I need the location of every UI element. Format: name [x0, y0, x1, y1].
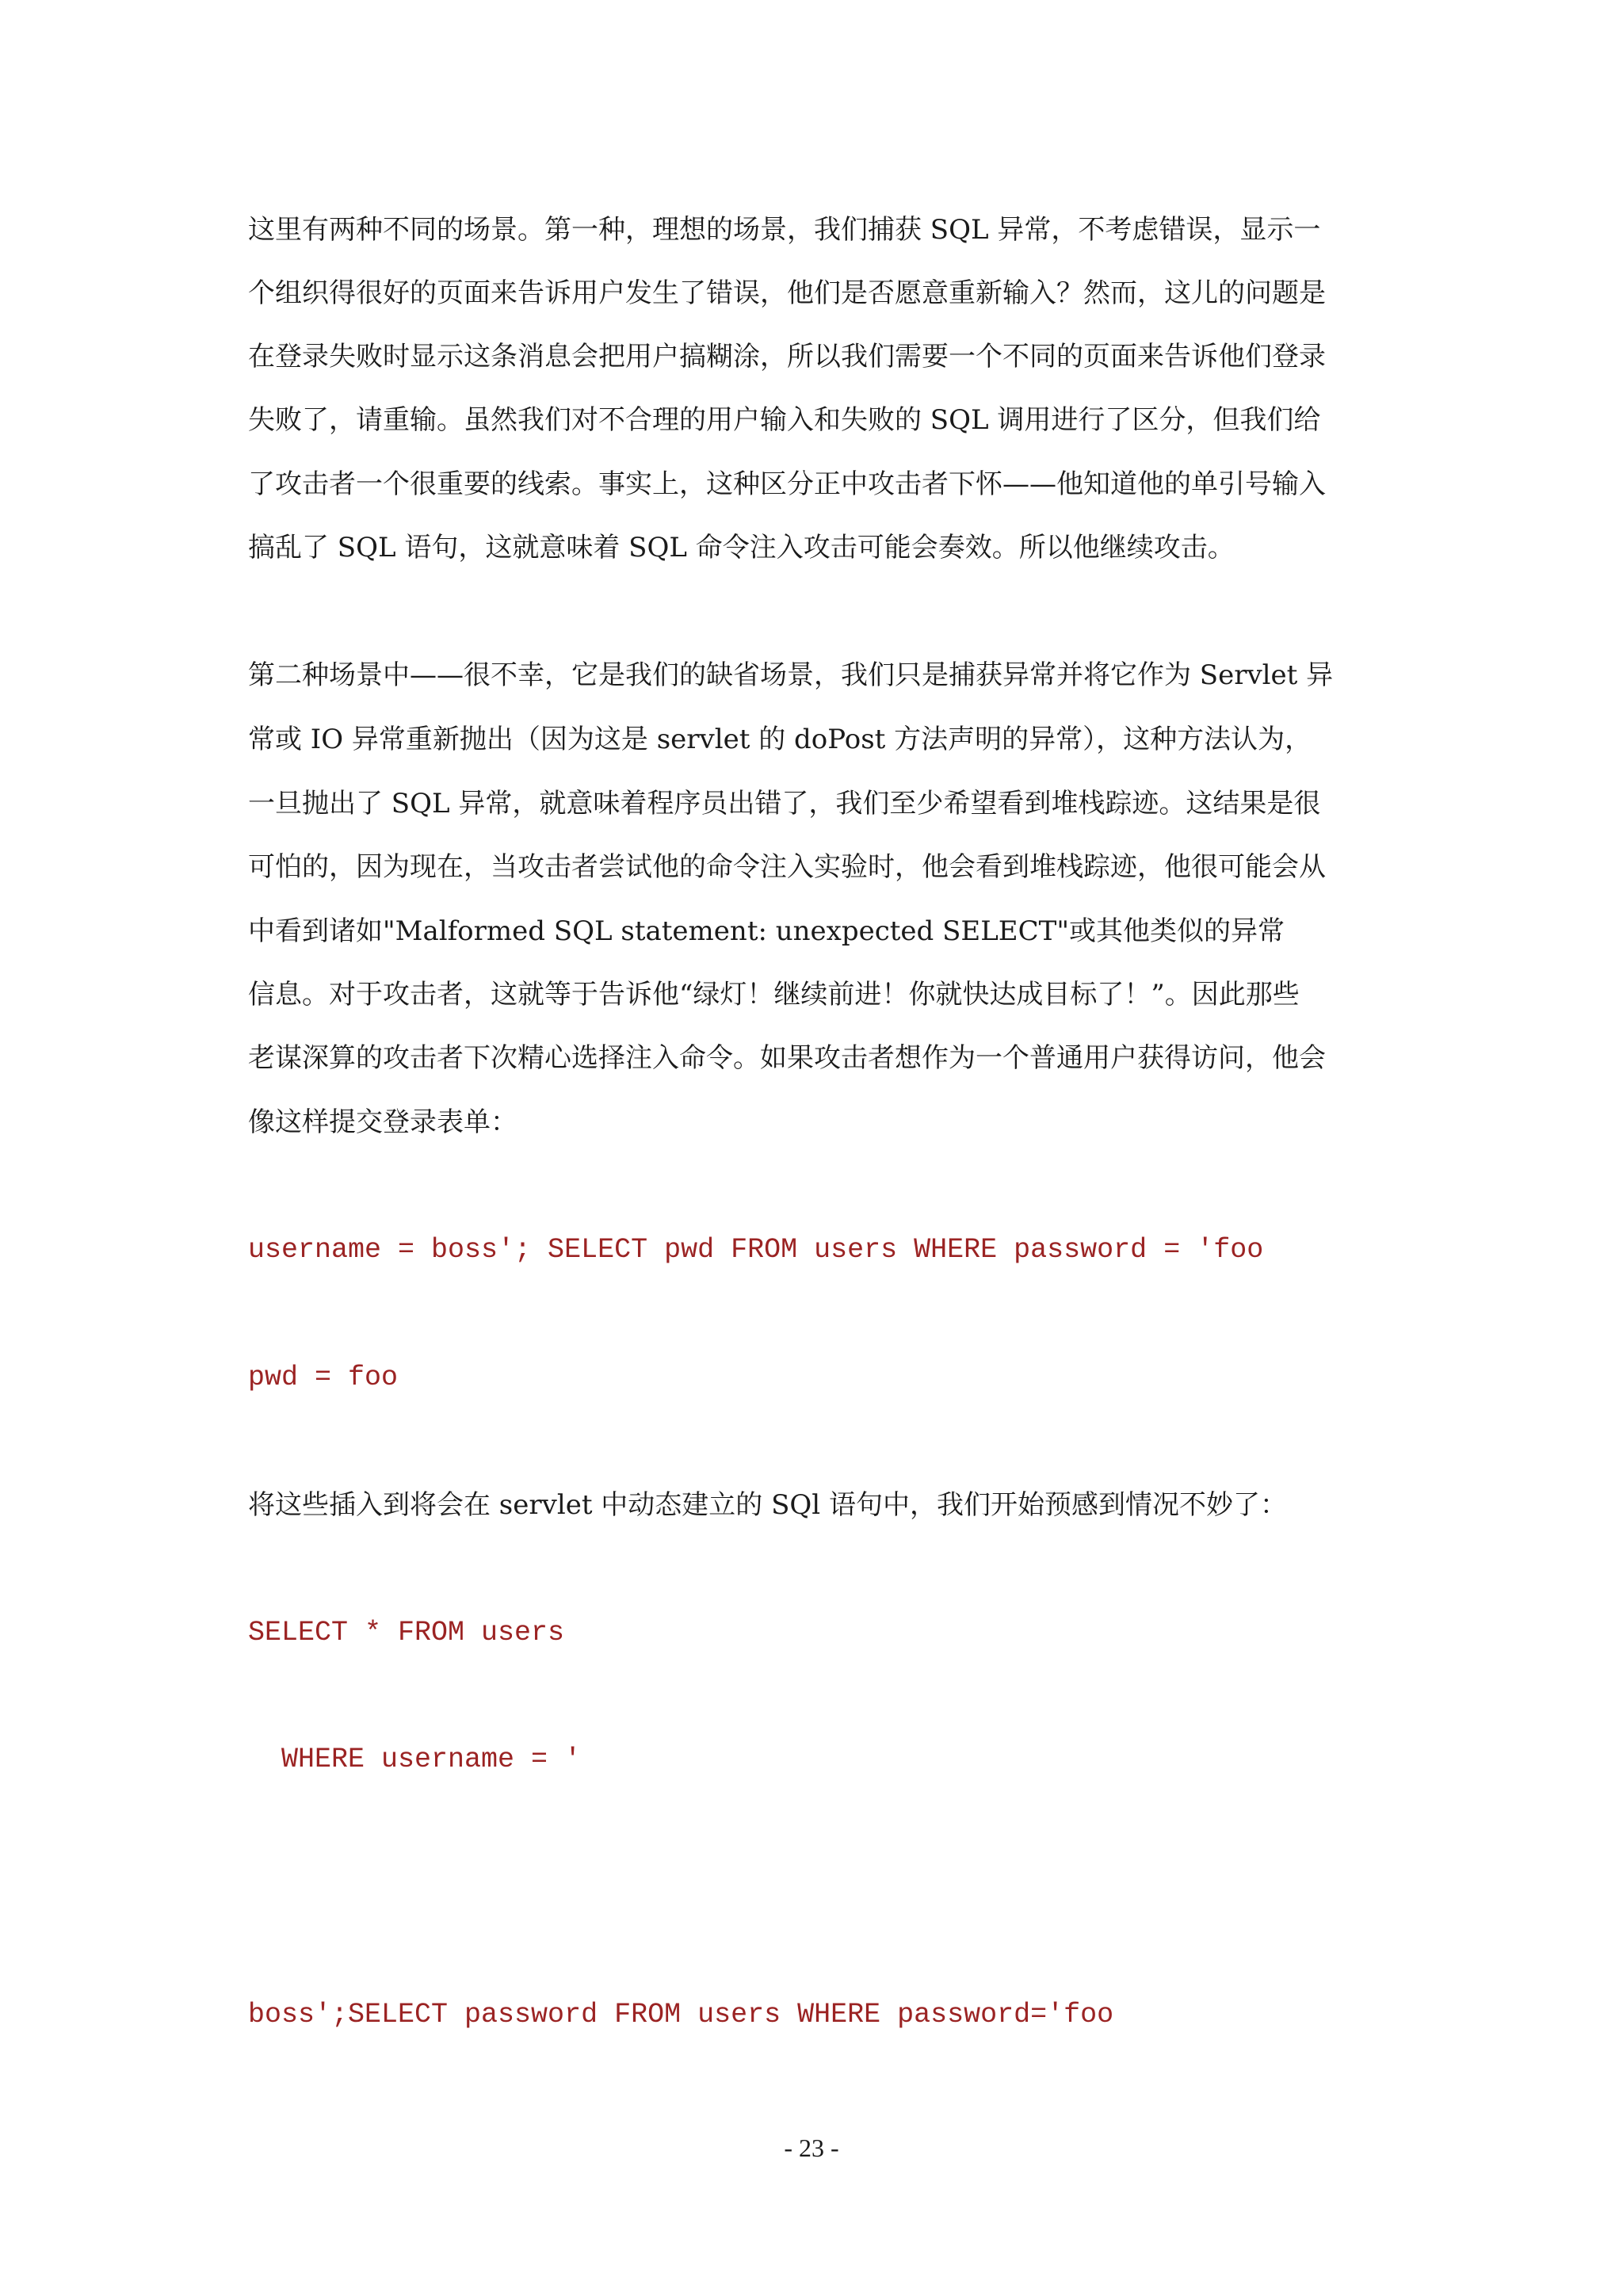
code-line-select: SELECT * FROM users: [248, 1617, 565, 1648]
paragraph-2-line-5: 中看到诸如"Malformed SQL statement: unexpected SELECT"或其他类似的异常: [248, 915, 1285, 947]
paragraph-2-line-4: 可怕的，因为现在，当攻击者尝试他的命令注入实验时，他会看到堆栈踪迹，他很可能会从: [248, 851, 1326, 883]
paragraph-1-line-5: 了攻击者一个很重要的线索。事实上，这种区分正中攻击者下怀——他知道他的单引号输入: [248, 468, 1326, 500]
page-number: - 23 -: [784, 2134, 839, 2162]
paragraph-2-line-3: 一旦抛出了 SQL 异常，就意味着程序员出错了，我们至少希望看到堆栈踪迹。这结果是很: [248, 788, 1321, 819]
paragraph-1-line-6: 搞乱了 SQL 语句，这就意味着 SQL 命令注入攻击可能会奏效。所以他继续攻击。: [248, 532, 1235, 563]
paragraph-1-line-2: 个组织得很好的页面来告诉用户发生了错误，他们是否愿意重新输入？然而，这儿的问题是: [248, 277, 1326, 309]
paragraph-2-line-8: 像这样提交登录表单：: [248, 1106, 517, 1138]
paragraph-1-line-4: 失败了，请重输。虽然我们对不合理的用户输入和失败的 SQL 调用进行了区分，但我们给: [248, 404, 1321, 436]
paragraph-2-line-2: 常或 IO 异常重新抛出（因为这是 servlet 的 doPost 方法声明的异常），这种方法认为，: [248, 724, 1312, 755]
paragraph-1-line-3: 在登录失败时显示这条消息会把用户搞糊涂，所以我们需要一个不同的页面来告诉他们登录: [248, 341, 1326, 372]
paragraph-2-line-7: 老谋深算的攻击者下次精心选择注入命令。如果攻击者想作为一个普通用户获得访问，他会: [248, 1042, 1326, 1074]
code-line-pwd: pwd = foo: [248, 1362, 399, 1393]
code-line-username: username = boss'; SELECT pwd FROM users WHERE password = 'foo: [248, 1234, 1264, 1266]
paragraph-2-line-6: 信息。对于攻击者，这就等于告诉他“绿灯！继续前进！你就快达成目标了！”。因此那些: [248, 979, 1300, 1010]
code-line-where: WHERE username = ': [248, 1744, 582, 1775]
paragraph-2-line-1: 第二种场景中——很不幸，它是我们的缺省场景，我们只是捕获异常并将它作为 Servlet 异: [248, 659, 1334, 691]
paragraph-1-line-1: 这里有两种不同的场景。第一种，理想的场景，我们捕获 SQL 异常，不考虑错误，显示一: [248, 214, 1321, 246]
mid-text: 将这些插入到将会在 servlet 中动态建立的 SQl 语句中，我们开始预感到情况不妙了：: [248, 1489, 1287, 1521]
code-line-boss: boss';SELECT password FROM users WHERE password='foo: [248, 1999, 1114, 2030]
